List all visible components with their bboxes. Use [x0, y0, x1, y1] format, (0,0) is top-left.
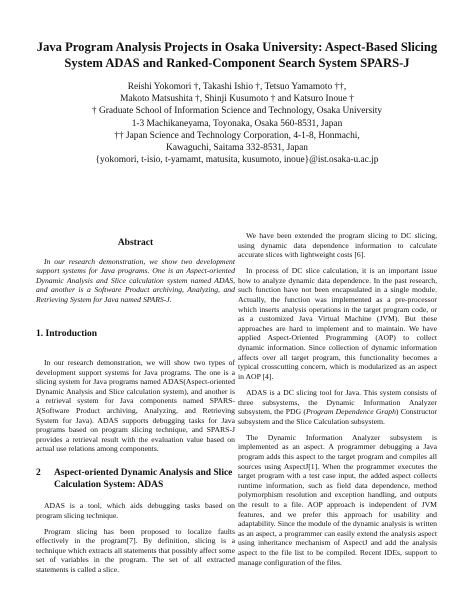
address-1: 1-3 Machikaneyama, Toyonaka, Osaka 560-8531, Japan: [131, 118, 343, 129]
affiliation-1: † Graduate School of Information Science and Technology, Osaka University: [91, 106, 383, 117]
right-paragraph-1: We have been extended the program slicing to DC slicing, using dynamic data dependence information to calculate accurate slices with lightweight costs [6].: [238, 231, 437, 260]
section-2-number: 2: [36, 468, 41, 478]
section-2-title: Aspect-oriented Dynamic Analysis and Slice Calculation System: ADAS: [54, 468, 233, 490]
adas-paragraph-2: Program slicing has been proposed to localize faults effectively in the program[7]. By definition, slicing is a technique which extracts all statements that possibly affect some set of variables in the program. The set of all extracted statements is called a slice.: [36, 526, 235, 575]
right-paragraph-4: The Dynamic Information Analyzer subsystem is implemented as an aspect. A programmer debugging a Java program adds this aspect to the target program and compiles all sources using AspectJ[1]. When the programmer executes the target program with a test case input, the added aspect collects runtime information, such as field data dependence, method polymorphism resolution and exception handling, and outputs the result to a file. AOP approach is independent of JVM features, and we prefer this approach for usability and adaptability. Since the module of the dynamic analysis is written as an aspect, a programmer can easily extend the analysis aspect using inheritance mechanism of AspectJ and add the analysis aspect to the file list to be compiled. Recent IDEs, support to manage configuration of the files.: [238, 432, 437, 567]
section-1-heading: 1. Introduction: [36, 328, 98, 339]
right-paragraph-2: In process of DC slice calculation, it is an important issue how to analyze dynamic data dependence. In the past research, such function have not been encapsulated in a single module. Actually, the function was implemented as a pre-processor which inserts analysis operations in the target program code, or as a customized Java Virtual Machine (JVM). But these approaches are hard to implement and to maintain. We have applied Aspect-Oriented Programming (AOP) to collect dynamic information. Since collection of dynamic information affects over all target program, this functionality becomes a typical crosscutting concern, which is modularized as an aspect in AOP [4].: [238, 266, 437, 381]
p3-text-b: ) Constructor subsystem and the Slice Calculation subsystem.: [238, 407, 437, 426]
intro-paragraph: In our research demonstration, we will show two types of development support systems for Java programs. The one is a slicing system for Java programs named ADAS(Aspect-oriented Dynamic Analysis and Slice calculation system), and another is a retrieval system for Java components named SPARS-J(Software Product archiving, Analyzing, and Retrieving System for Java). ADAS supports debugging tasks for Java programs based on program slicing technique, and SPARS-J provides a retrieval result with the evaluation value based on actual use relations among components.: [36, 358, 235, 454]
section-2-heading: [36, 468, 235, 491]
abstract-heading: Abstract: [117, 238, 154, 248]
right-column: [238, 231, 437, 574]
paper-title: [20, 40, 454, 71]
author-names-1: Reishi Yokomori †, Takashi Ishio †, Tetsuo Yamamoto ††,: [127, 82, 347, 92]
author-block: [20, 81, 454, 166]
address-2: Kawaguchi, Saitama 332-8531, Japan: [166, 143, 308, 154]
author-emails: {yokomori, t-isio, t-yamamt, matusita, kusumoto, inoue}@ist.osaka-u.ac.jp: [95, 155, 379, 166]
adas-paragraph-1: ADAS is a tool, which aids debugging tasks based on program slicing technique.: [36, 501, 235, 520]
title-line-1: Java Program Analysis Projects in Osaka University: Aspect-Based Slicing: [36, 40, 438, 54]
p3-text-a: ADAS is a DC slicing tool for Java. This system consists of three subsystems, the Dynamic Information Analyzer subsystem, the PDG (: [238, 387, 437, 417]
title-line-2: System ADAS and Ranked-Component Search System SPARS-J: [64, 55, 410, 70]
affiliation-2: †† Japan Science and Technology Corporation, 4-1-8, Honmachi,: [114, 130, 360, 141]
left-column: [36, 239, 235, 581]
abstract-text: In our research demonstration, we show two development support systems for Java programs. One is an Aspect-oriented Dynamic Analysis and Slice calculation system named ADAS, and another is a Software Product archiving, Analyzing, and Retrieving System for Java named SPARS-J.: [36, 256, 235, 304]
p3-italic: Program Dependence Graph: [305, 407, 396, 417]
right-paragraph-3: [238, 388, 437, 426]
author-names-2: Makoto Matsushita †, Shinji Kusumoto † and Katsuro Inoue †: [120, 94, 354, 105]
